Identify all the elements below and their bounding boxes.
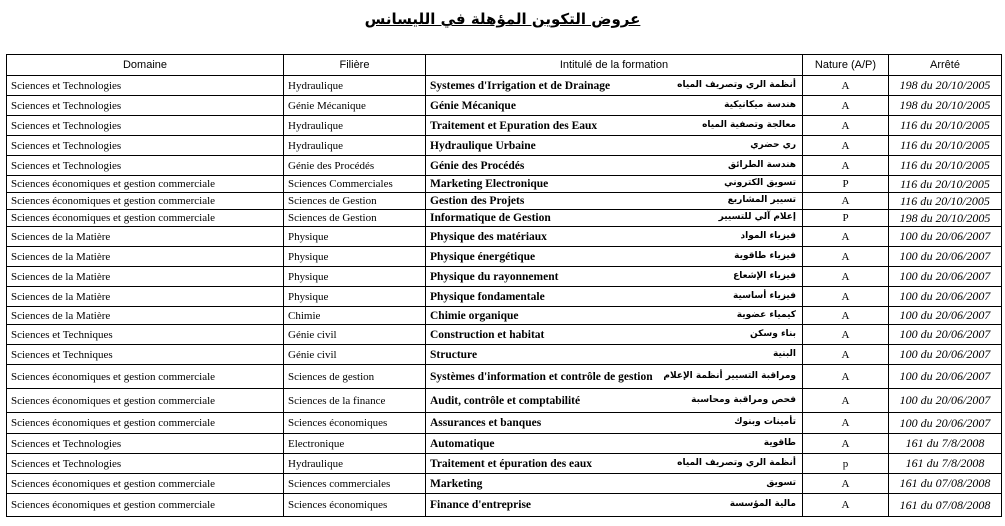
intitule-french: Informatique de Gestion <box>430 212 551 224</box>
intitule-french: Assurances et banques <box>430 417 542 429</box>
intitule-arabic: ومراقبة التسيير أنظمة الإعلام <box>663 370 796 381</box>
cell-arrete: 161 du 7/8/2008 <box>889 454 1002 474</box>
cell-domaine: Sciences de la Matière <box>7 287 284 307</box>
cell-filiere: Génie civil <box>284 325 426 345</box>
table-row <box>7 210 1002 227</box>
cell-nature: A <box>803 365 889 389</box>
cell-domaine: Sciences économiques et gestion commerciale <box>7 176 284 193</box>
cell-nature: A <box>803 474 889 494</box>
cell-nature: A <box>803 136 889 156</box>
intitule-arabic: أنظمة الري وتصريف المياه <box>677 457 796 468</box>
cell-intitule <box>426 76 803 96</box>
cell-domaine: Sciences économiques et gestion commerciale <box>7 365 284 389</box>
cell-arrete: 100 du 20/06/2007 <box>889 413 1002 434</box>
cell-arrete: 100 du 20/06/2007 <box>889 389 1002 413</box>
intitule-arabic: معالجة وتصفية المياه <box>702 119 796 130</box>
cell-intitule <box>426 176 803 193</box>
cell-filiere: Physique <box>284 267 426 287</box>
cell-filiere: Physique <box>284 227 426 247</box>
cell-filiere: Sciences économiques <box>284 494 426 517</box>
cell-arrete: 198 du 20/10/2005 <box>889 76 1002 96</box>
cell-nature: P <box>803 176 889 193</box>
intitule-arabic: ري حضري <box>750 139 796 150</box>
intitule-arabic: إعلام آلي للتسيير <box>718 212 796 222</box>
cell-nature: A <box>803 494 889 517</box>
cell-domaine: Sciences et Techniques <box>7 345 284 365</box>
table-row <box>7 116 1002 136</box>
table-header-row <box>7 55 1002 76</box>
intitule-french: Physique du rayonnement <box>430 270 559 283</box>
table-row <box>7 193 1002 210</box>
cell-arrete: 116 du 20/10/2005 <box>889 193 1002 210</box>
cell-intitule <box>426 413 803 434</box>
table-row <box>7 176 1002 193</box>
page-title: عروض التكوين المؤهلة في الليسانس <box>364 10 641 28</box>
cell-nature: A <box>803 193 889 210</box>
intitule-french: Physique fondamentale <box>430 290 545 303</box>
table-row <box>7 227 1002 247</box>
cell-nature: p <box>803 454 889 474</box>
table-body <box>7 76 1002 517</box>
cell-arrete: 198 du 20/10/2005 <box>889 210 1002 227</box>
cell-nature: A <box>803 389 889 413</box>
cell-arrete: 100 du 20/06/2007 <box>889 247 1002 267</box>
cell-arrete: 161 du 07/08/2008 <box>889 474 1002 494</box>
header-domaine: Domaine <box>7 55 284 76</box>
intitule-french: Traitement et Epuration des Eaux <box>430 119 598 132</box>
intitule-arabic: تأمينات وبنوك <box>734 417 796 427</box>
cell-intitule <box>426 247 803 267</box>
cell-filiere: Génie des Procédés <box>284 156 426 176</box>
cell-intitule <box>426 307 803 325</box>
table-row <box>7 434 1002 454</box>
cell-nature: A <box>803 247 889 267</box>
cell-intitule <box>426 116 803 136</box>
intitule-french: Construction et habitat <box>430 328 545 341</box>
cell-nature: A <box>803 76 889 96</box>
cell-filiere: Sciences de gestion <box>284 365 426 389</box>
table-row <box>7 474 1002 494</box>
cell-intitule <box>426 494 803 517</box>
cell-domaine: Sciences et Technologies <box>7 116 284 136</box>
cell-nature: A <box>803 227 889 247</box>
intitule-french: Marketing <box>430 477 483 490</box>
intitule-french: Chimie organique <box>430 309 519 322</box>
table-row <box>7 156 1002 176</box>
intitule-french: Génie Mécanique <box>430 99 516 112</box>
cell-arrete: 100 du 20/06/2007 <box>889 325 1002 345</box>
intitule-arabic: هندسة الطرائق <box>728 159 796 170</box>
cell-domaine: Sciences et Technologies <box>7 76 284 96</box>
intitule-arabic: طاقوية <box>763 437 796 448</box>
cell-nature: A <box>803 413 889 434</box>
cell-domaine: Sciences et Techniques <box>7 325 284 345</box>
cell-arrete: 100 du 20/06/2007 <box>889 345 1002 365</box>
cell-arrete: 161 du 7/8/2008 <box>889 434 1002 454</box>
cell-nature: A <box>803 96 889 116</box>
intitule-french: Génie des Procédés <box>430 159 525 172</box>
cell-intitule <box>426 136 803 156</box>
table-row <box>7 267 1002 287</box>
cell-filiere: Hydraulique <box>284 454 426 474</box>
intitule-arabic: البنية <box>773 348 796 359</box>
cell-nature: A <box>803 307 889 325</box>
cell-domaine: Sciences économiques et gestion commerciale <box>7 193 284 210</box>
cell-domaine: Sciences et Technologies <box>7 434 284 454</box>
cell-intitule <box>426 227 803 247</box>
intitule-french: Gestion des Projets <box>430 195 525 207</box>
cell-intitule <box>426 325 803 345</box>
cell-intitule <box>426 156 803 176</box>
intitule-arabic: تسيير المشاريع <box>727 195 796 205</box>
intitule-french: Finance d'entreprise <box>430 499 532 511</box>
intitule-arabic: فحص ومراقبة ومحاسبة <box>691 394 796 405</box>
cell-intitule <box>426 193 803 210</box>
cell-intitule <box>426 365 803 389</box>
cell-filiere: Sciences économiques <box>284 413 426 434</box>
cell-filiere: Hydraulique <box>284 136 426 156</box>
intitule-french: Structure <box>430 348 478 361</box>
intitule-arabic: أنظمة الري وتصريف المياه <box>677 79 796 90</box>
table-row <box>7 454 1002 474</box>
cell-filiere: Hydraulique <box>284 116 426 136</box>
cell-arrete: 116 du 20/10/2005 <box>889 156 1002 176</box>
table-row <box>7 96 1002 116</box>
intitule-arabic: فيزياء الإشعاع <box>733 270 796 281</box>
table-row <box>7 136 1002 156</box>
intitule-french: Automatique <box>430 437 495 450</box>
cell-arrete: 116 du 20/10/2005 <box>889 176 1002 193</box>
intitule-arabic: بناء وسكن <box>750 328 796 339</box>
table-row <box>7 494 1002 517</box>
cell-domaine: Sciences économiques et gestion commerciale <box>7 413 284 434</box>
table-row <box>7 345 1002 365</box>
cell-filiere: Physique <box>284 247 426 267</box>
cell-intitule <box>426 287 803 307</box>
intitule-french: Physique énergétique <box>430 250 536 263</box>
cell-filiere: Génie Mécanique <box>284 96 426 116</box>
intitule-arabic: تسويق <box>766 477 796 488</box>
header-filiere: Filière <box>284 55 426 76</box>
header-intitule: Intitulé de la formation <box>426 55 803 76</box>
cell-domaine: Sciences et Technologies <box>7 156 284 176</box>
cell-filiere: Sciences de Gestion <box>284 193 426 210</box>
cell-domaine: Sciences de la Matière <box>7 267 284 287</box>
cell-domaine: Sciences de la Matière <box>7 247 284 267</box>
cell-arrete: 161 du 07/08/2008 <box>889 494 1002 517</box>
cell-intitule <box>426 454 803 474</box>
cell-intitule <box>426 210 803 227</box>
cell-nature: P <box>803 210 889 227</box>
intitule-french: Traitement et épuration des eaux <box>430 457 593 470</box>
cell-filiere: Sciences de Gestion <box>284 210 426 227</box>
table-row <box>7 413 1002 434</box>
intitule-french: Systèmes d'information et contrôle de gestion <box>430 370 653 383</box>
cell-filiere: Hydraulique <box>284 76 426 96</box>
intitule-arabic: تسويق الكتروني <box>724 178 796 188</box>
cell-nature: A <box>803 267 889 287</box>
cell-nature: A <box>803 325 889 345</box>
intitule-arabic: مالية المؤسسة <box>729 499 796 509</box>
cell-domaine: Sciences de la Matière <box>7 227 284 247</box>
cell-domaine: Sciences et Technologies <box>7 454 284 474</box>
cell-filiere: Sciences de la finance <box>284 389 426 413</box>
cell-nature: A <box>803 287 889 307</box>
cell-arrete: 100 du 20/06/2007 <box>889 287 1002 307</box>
intitule-french: Marketing Electronique <box>430 178 549 190</box>
formations-table <box>6 54 1002 517</box>
cell-arrete: 100 du 20/06/2007 <box>889 307 1002 325</box>
cell-domaine: Sciences de la Matière <box>7 307 284 325</box>
cell-domaine: Sciences économiques et gestion commerciale <box>7 494 284 517</box>
cell-nature: A <box>803 434 889 454</box>
cell-intitule <box>426 267 803 287</box>
cell-arrete: 100 du 20/06/2007 <box>889 227 1002 247</box>
cell-nature: A <box>803 345 889 365</box>
cell-arrete: 116 du 20/10/2005 <box>889 136 1002 156</box>
table-row <box>7 287 1002 307</box>
intitule-french: Audit, contrôle et comptabilité <box>430 394 581 407</box>
table-row <box>7 365 1002 389</box>
intitule-arabic: كيمياء عضوية <box>736 309 796 320</box>
cell-domaine: Sciences économiques et gestion commerciale <box>7 210 284 227</box>
intitule-arabic: فيزياء أساسية <box>733 290 796 301</box>
cell-intitule <box>426 389 803 413</box>
cell-intitule <box>426 96 803 116</box>
cell-arrete: 116 du 20/10/2005 <box>889 116 1002 136</box>
cell-domaine: Sciences économiques et gestion commerciale <box>7 474 284 494</box>
intitule-arabic: فيزياء طاقوية <box>734 250 796 261</box>
header-arrete: Arrêté <box>889 55 1002 76</box>
cell-filiere: Chimie <box>284 307 426 325</box>
intitule-french: Physique des matériaux <box>430 230 547 243</box>
cell-domaine: Sciences et Technologies <box>7 96 284 116</box>
cell-intitule <box>426 434 803 454</box>
header-nature: Nature (A/P) <box>803 55 889 76</box>
table-row <box>7 76 1002 96</box>
cell-arrete: 198 du 20/10/2005 <box>889 96 1002 116</box>
table-row <box>7 307 1002 325</box>
intitule-arabic: فيزياء المواد <box>740 230 796 241</box>
cell-nature: A <box>803 156 889 176</box>
cell-filiere: Electronique <box>284 434 426 454</box>
cell-filiere: Sciences Commerciales <box>284 176 426 193</box>
intitule-french: Systemes d'Irrigation et de Drainage <box>430 79 611 92</box>
cell-arrete: 100 du 20/06/2007 <box>889 365 1002 389</box>
cell-domaine: Sciences et Technologies <box>7 136 284 156</box>
table-row <box>7 389 1002 413</box>
cell-filiere: Sciences commerciales <box>284 474 426 494</box>
cell-nature: A <box>803 116 889 136</box>
cell-filiere: Physique <box>284 287 426 307</box>
cell-intitule <box>426 345 803 365</box>
table-row <box>7 247 1002 267</box>
cell-arrete: 100 du 20/06/2007 <box>889 267 1002 287</box>
cell-intitule <box>426 474 803 494</box>
intitule-french: Hydraulique Urbaine <box>430 139 536 152</box>
intitule-arabic: هندسة ميكانيكية <box>724 99 796 110</box>
table-row <box>7 325 1002 345</box>
cell-filiere: Génie civil <box>284 345 426 365</box>
cell-domaine: Sciences économiques et gestion commerciale <box>7 389 284 413</box>
